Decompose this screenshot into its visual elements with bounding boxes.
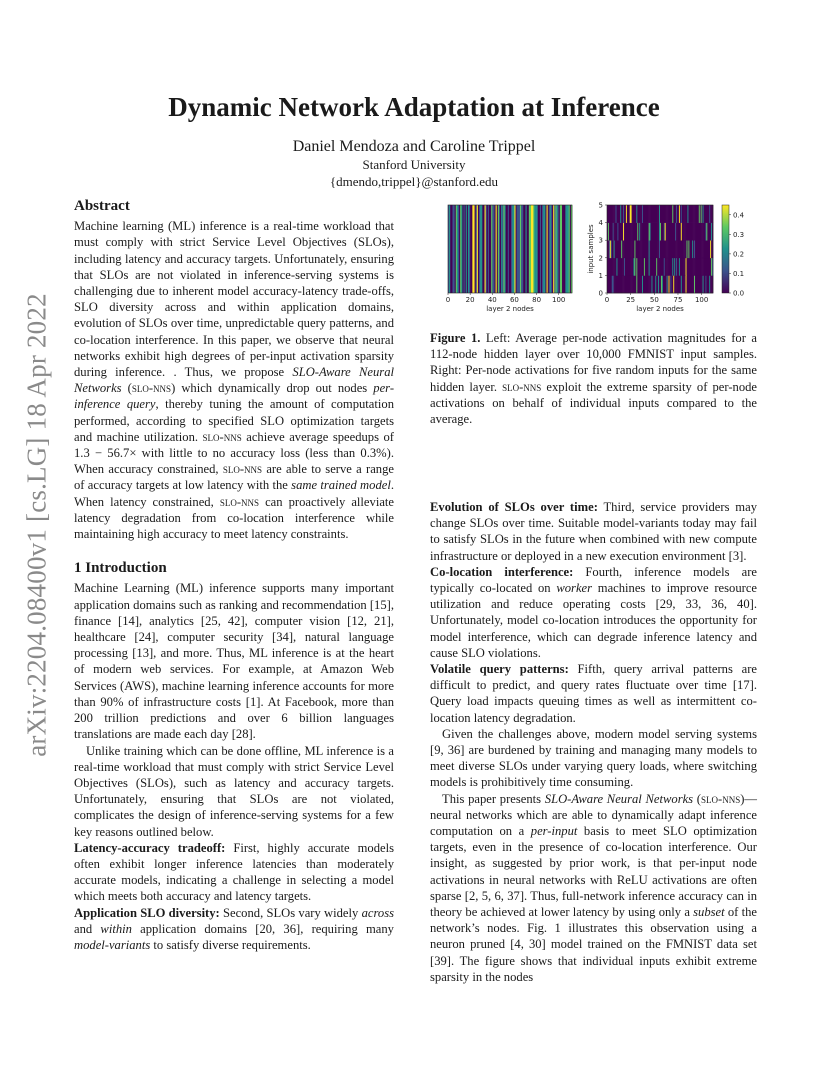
- right-paragraph-3: Volatile query patterns: Fifth, query arrival patterns are difficult to predict, and query rates fluctuate over time [17]. Query load impacts queuing times as well as intermittent co-location latency degradation.: [430, 662, 757, 725]
- right-y-tick: 3: [598, 236, 603, 245]
- left-x-tick: 100: [552, 296, 566, 304]
- left-x-ticks: [446, 293, 566, 304]
- right-column: [430, 499, 757, 985]
- intro-paragraph-2: Unlike training which can be done offline, ML inference is a real-time workload that must comply with strict Service Level Objectives (SLOs), such as latency and accuracy targets. Unfortunately, ensuring that SLOs are not violated, complicates the design of inference-serving systems for a few key reasons outlined below.: [74, 743, 394, 839]
- affiliation: Stanford University: [362, 157, 466, 172]
- left-x-tick: 40: [487, 296, 497, 304]
- right-x-ticks: [605, 293, 709, 304]
- right-y-tick: 0: [598, 289, 603, 298]
- right-y-tick: 1: [598, 271, 603, 280]
- colorbar-ticks: [729, 211, 745, 297]
- colorbar-tick: 0.4: [733, 211, 745, 220]
- intro-heading: 1 Introduction: [74, 560, 167, 577]
- colorbar-tick: 0.0: [733, 289, 745, 298]
- right-paragraph-5: This paper presents SLO-Aware Neural Networks (slo-nns)—neural networks which are able to dynamically adapt inference computation on a per-input basis to meet SLO optimization targets, even in the presence of co-location interference. Our insight, as suggested by prior work, is that per-input node activations in neural networks with ReLU activations are often sparse [2, 5, 6, 37]. Thus, full-network inference accuracy can in theory be achieved at lower latency by using only a subset of the network’s nodes. Fig. 1 illustrates this observation using a neuron pruned [4, 30] model trained on the FMNIST data set [39]. The figure shows that individual inputs exhibit extreme sparsity in the nodes: [430, 791, 758, 984]
- paper-title: Dynamic Network Adaptation at Inference: [168, 92, 660, 122]
- left-x-tick: 0: [445, 296, 451, 304]
- right-y-label: input samples: [587, 224, 595, 274]
- authors: Daniel Mendoza and Caroline Trippel: [292, 138, 536, 155]
- right-x-tick: 25: [626, 296, 636, 304]
- left-column: [74, 198, 394, 953]
- intro-paragraph-1: Machine Learning (ML) inference supports many important application domains such as ranking and recommendation [15], finance [14], analytics [25, 42], computer vision [12, 21], healthcare [24], computer security [34], natural language processing [13], and more. Thus, ML inference is at the heart of modern web services. For example, at Amazon Web Services (AWS), machine learning inference accounts for more than 90% of infrastructure costs [1]. At Facebook, more than 200 trillion predictions and over 6 billion languages translations are made each day [28].: [74, 581, 394, 742]
- right-x-tick: 100: [694, 296, 709, 304]
- right-x-label: layer 2 nodes: [636, 305, 684, 313]
- right-y-tick: 4: [598, 219, 603, 228]
- right-heatmap: [607, 205, 713, 293]
- colorbar-tick: 0.1: [733, 269, 745, 278]
- right-y-ticks: [599, 202, 607, 298]
- right-x-tick: 0: [604, 296, 610, 304]
- intro-paragraph-3: Latency-accuracy tradeoff: First, highly accurate models often exhibit longer inference latencies than moderately accurate models, indicating a challenge in selecting a model which meets both accuracy and latency targets.: [74, 840, 395, 904]
- right-paragraph-1: Evolution of SLOs over time: Third, service providers may change SLOs over time. Suitable model-variants today may fail to satisfy SLOs in the future when combined with new compute infrastructure or deployed in a new execution environment [3].: [430, 500, 757, 563]
- colorbar-tick: 0.3: [733, 230, 745, 239]
- right-x-tick: 75: [673, 296, 683, 304]
- right-x-tick: 50: [649, 296, 659, 304]
- intro-paragraph-4: Application SLO diversity: Second, SLOs vary widely across and within application domains [20, 36], requiring many model-variants to satisfy diverse requirements.: [74, 905, 394, 952]
- colorbar: [722, 205, 729, 293]
- left-x-tick: 20: [465, 296, 475, 304]
- left-x-label: layer 2 nodes: [486, 305, 534, 313]
- figure-1: [430, 198, 760, 323]
- left-heatmap: [448, 205, 572, 293]
- figure-caption: Figure 1. Left: Average per-node activation magnitudes for a 112-node hidden layer over 10,000 FMNIST input samples. Right: Per-node activations for five random inputs for the same hidden layer. slo-nns exploit the extreme sparsity of per-node activations on behalf of individual inputs compared to the average.: [430, 331, 757, 427]
- arxiv-stamp: [22, 290, 52, 760]
- abstract-text: Machine learning (ML) inference is a real-time workload that must comply with strict Service Level Objectives (SLOs), including latency and accuracy targets. Unfortunately, ensuring that SLOs are not violated in inference-serving systems is challenging due to inherent model accuracy-latency trade-offs, SLO diversity across and within application domains, evolution of SLOs over time, unpredictable query patterns, and co-location interference. In this paper, we observe that neural networks exhibit high degrees of per-input activation sparsity during inference. . Thus, we propose SLO-Aware Neural Networks (slo-nns) which dynamically drop out nodes per-inference query, thereby tuning the amount of computation performed, according to specified SLO optimization targets and machine utilization. slo-nns achieve average speedups of 1.3 − 56.7× with little to no accuracy loss (less than 0.3%). When accuracy constrained, slo-nns are able to serve a range of accuracy targets at low latency with the same trained model. When latency constrained, slo-nns can proactively alleviate latency degradation from co-location interference while maintaining high accuracy to meet latency constraints.: [74, 219, 395, 542]
- colorbar-tick: 0.2: [733, 250, 745, 259]
- right-y-tick: 5: [598, 201, 603, 210]
- left-x-tick: 80: [532, 296, 542, 304]
- right-paragraph-2: Co-location interference: Fourth, inference models are typically co-located on worker machines to improve resource utilization and reduce operating costs [29, 33, 36, 40]. Unfortunately, model co-location introduces the opportunity for model interference, which can degrade inference latency and cause SLO violations.: [430, 564, 758, 660]
- right-y-tick: 2: [598, 254, 603, 263]
- arxiv-id: arXiv:2204.08400v1 [cs.LG] 18 Apr 2022: [21, 293, 52, 757]
- email: {dmendo,trippel}@stanford.edu: [329, 174, 499, 189]
- right-paragraph-4: Given the challenges above, modern model serving systems [9, 36] are burdened by training and managing many models to meet diverse SLOs under varying query loads, where switching models is prohibitively time consuming.: [430, 726, 757, 790]
- left-x-tick: 60: [509, 296, 519, 304]
- abstract-heading: Abstract: [74, 198, 130, 214]
